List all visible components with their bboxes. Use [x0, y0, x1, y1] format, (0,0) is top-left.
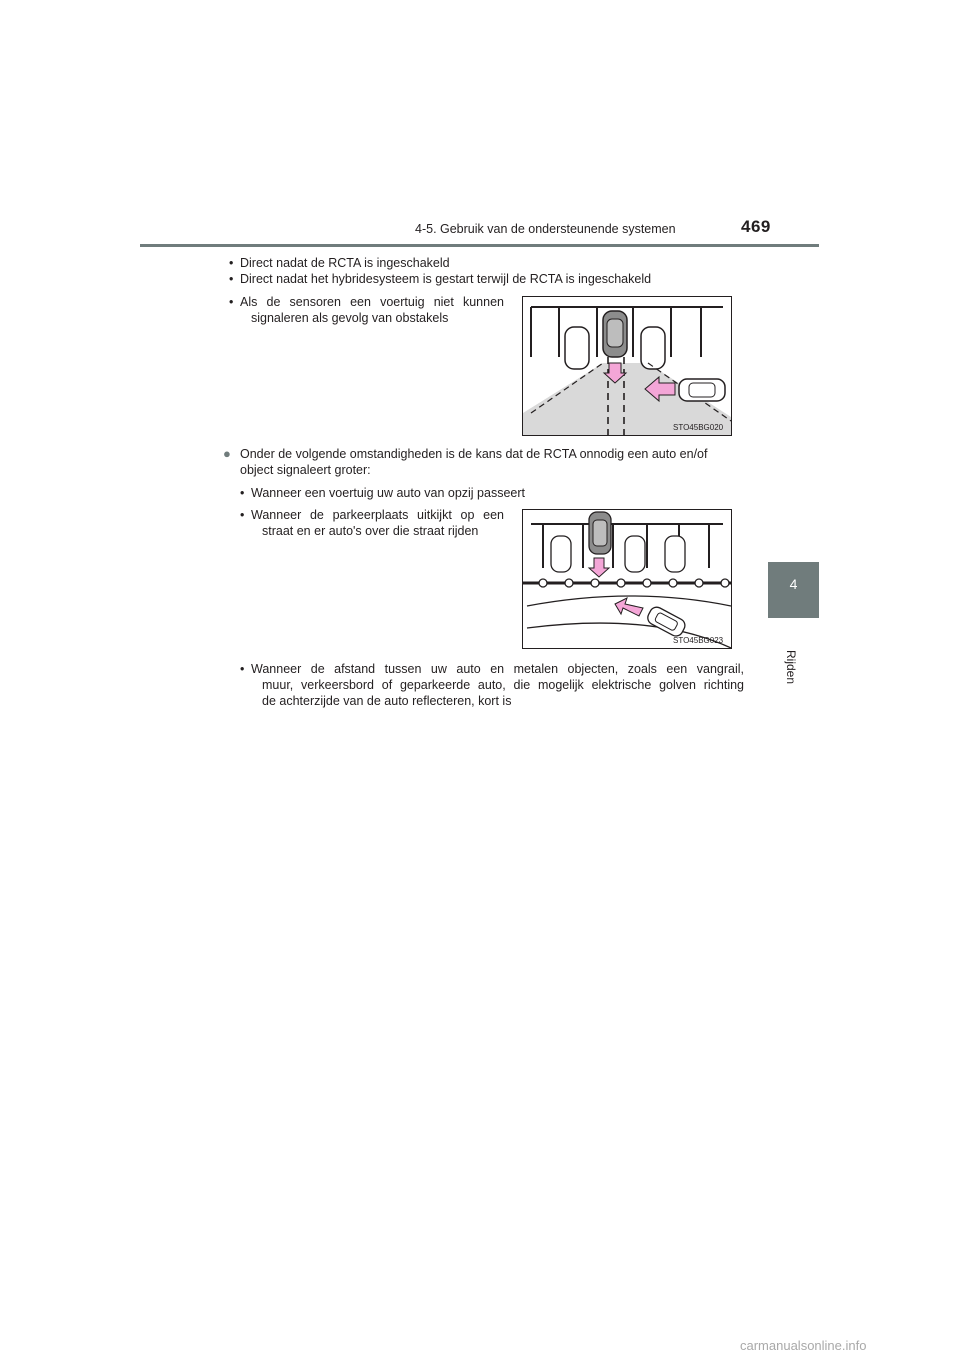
- header-rule: [140, 244, 819, 247]
- figure-code: STO45BG020: [673, 423, 724, 432]
- bullet-text: Direct nadat het hybridesysteem is gestart terwijl de RCTA is ingeschakeld: [240, 272, 652, 286]
- watermark: carmanualsonline.info: [740, 1338, 867, 1353]
- bullet-text: Als de sensoren een voertuig niet kunnen: [240, 295, 504, 309]
- figure-code: STO45BG023: [673, 636, 724, 645]
- chapter-label: [780, 650, 810, 710]
- bullet-text: Wanneer de parkeerplaats uitkijkt op een: [251, 508, 504, 522]
- figure-street: [522, 509, 732, 649]
- bullet-marker: •: [229, 256, 234, 270]
- section-text: Onder de volgende omstandigheden is de kans dat de RCTA onnodig een auto en/of: [240, 447, 708, 461]
- page-number: 469: [741, 217, 771, 236]
- section-title: 4-5. Gebruik van de ondersteunende systemen: [415, 222, 676, 236]
- section-text: object signaleert groter:: [240, 463, 371, 477]
- chapter-number: 4: [789, 576, 798, 592]
- figure-street-drawing: [523, 510, 731, 648]
- figure-obstacles: [522, 296, 732, 436]
- bullet-marker: •: [240, 508, 245, 522]
- bullet-text: de achterzijde van de auto reflecteren, kort is: [262, 694, 512, 708]
- bullet-text: straat en er auto's over die straat rijden: [262, 524, 479, 538]
- bullet-marker: •: [229, 272, 234, 286]
- bullet-marker: •: [240, 486, 245, 500]
- bullet-text: Wanneer een voertuig uw auto van opzij passeert: [251, 486, 526, 500]
- bullet-text: muur, verkeersbord of geparkeerde auto, die mogelijk elektrische golven richting: [262, 678, 744, 692]
- bullet-text: signaleren als gevolg van obstakels: [251, 311, 449, 325]
- bullet-text: Wanneer de afstand tussen uw auto en metalen objecten, zoals een vangrail,: [251, 662, 744, 676]
- chapter-label-text: Rijden: [784, 650, 798, 685]
- figure-obstacles-drawing: [523, 297, 731, 435]
- bullet-marker: •: [240, 662, 245, 676]
- bullet-text: Direct nadat de RCTA is ingeschakeld: [240, 256, 450, 270]
- section-marker: ●: [223, 446, 231, 461]
- bullet-marker: •: [229, 295, 234, 309]
